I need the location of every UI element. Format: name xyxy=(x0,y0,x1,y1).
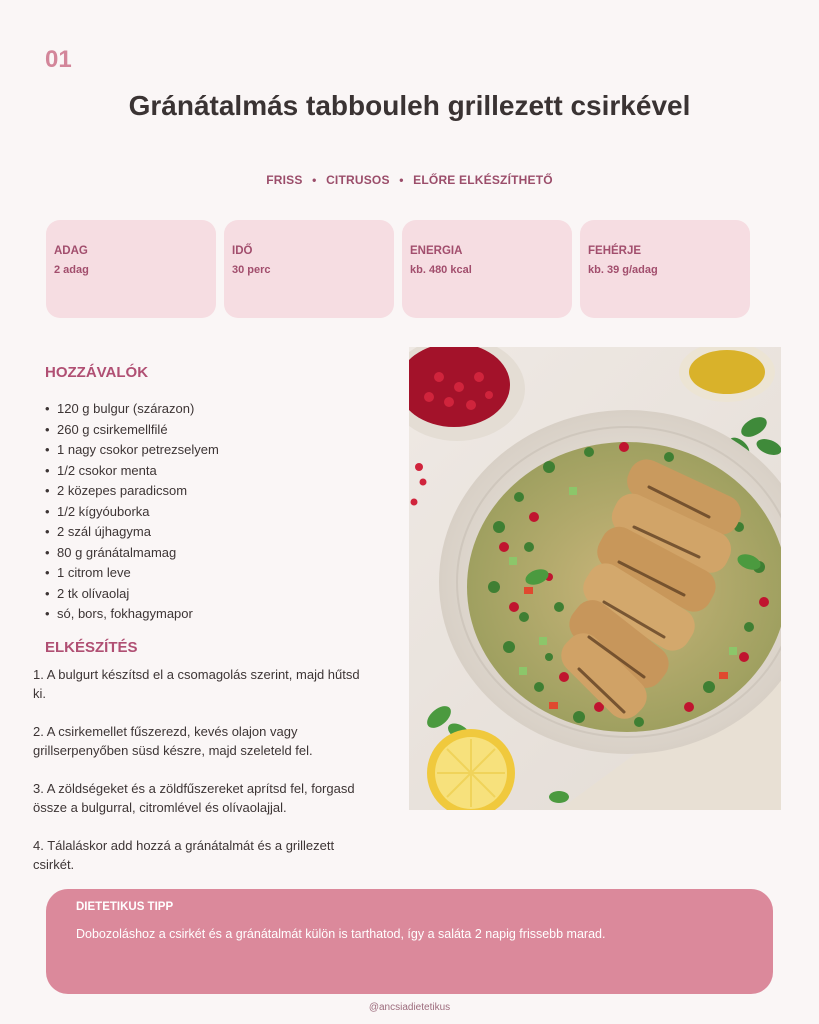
ingredient-text: 260 g csirkemellfilé xyxy=(57,421,168,437)
step-1: 1. A bulgurt készítsd el a csomagolás szerint, majd hűtsd ki. xyxy=(33,667,360,701)
ingredient-text: 1 nagy csokor petrezselyem xyxy=(57,442,219,457)
info-card-energy xyxy=(402,220,572,318)
recipe-number: 01 xyxy=(45,46,72,73)
list-item xyxy=(45,522,219,543)
ingredient-text: 1/2 kígyóuborka xyxy=(57,503,150,519)
info-label: ADAG xyxy=(54,245,88,257)
info-card-time xyxy=(224,220,394,318)
list-item xyxy=(45,420,219,441)
tip-title: DIETETIKUS TIPP xyxy=(76,901,174,913)
bullet: • xyxy=(45,524,50,539)
list-item xyxy=(45,563,219,584)
bullet: • xyxy=(45,462,50,478)
tag-separator: • xyxy=(399,173,404,187)
info-label: IDŐ xyxy=(232,245,253,257)
list-item xyxy=(45,584,219,605)
ingredient-text: 80 g gránátalmamag xyxy=(57,544,177,560)
preparation-title: ELKÉSZÍTÉS xyxy=(45,639,138,656)
bullet: • xyxy=(45,585,50,601)
step-4: 4. Tálaláskor add hozzá a gránátalmát és a grillezett csirkét. xyxy=(33,838,335,872)
info-value: 30 perc xyxy=(232,264,271,276)
ingredient-text: 1 citrom leve xyxy=(57,565,131,580)
dietitian-tip xyxy=(46,889,773,994)
dish-illustration xyxy=(409,347,781,810)
list-item xyxy=(45,604,219,625)
list-item xyxy=(45,440,219,461)
ingredient-text: 120 g bulgur (szárazon) xyxy=(57,401,195,416)
ingredient-text: 2 tk olívaolaj xyxy=(57,585,130,601)
info-card-protein xyxy=(580,220,750,318)
olive-oil xyxy=(689,350,765,394)
list-item xyxy=(45,543,219,564)
tag-fresh: FRISS xyxy=(266,173,303,187)
ingredient-text: 1/2 csokor menta xyxy=(57,462,157,478)
ingredient-text: só, bors, fokhagymapor xyxy=(57,606,193,621)
bullet: • xyxy=(45,442,50,457)
tag-make-ahead: ELŐRE ELKÉSZÍTHETŐ xyxy=(413,173,553,187)
info-label: FEHÉRJE xyxy=(588,245,642,257)
ingredients-list xyxy=(45,399,219,625)
info-card-servings xyxy=(46,220,216,318)
step-3: 3. A zöldségeket és a zöldfűszereket aprítsd fel, forgasd össze a bulgurral, citromlével és olívaolajjal. xyxy=(33,781,355,815)
tip-text: Dobozoláshoz a csirkét és a gránátalmát külön is tarthatod, így a saláta 2 napig frissebb marad. xyxy=(76,927,606,941)
bullet: • xyxy=(45,544,50,560)
bullet: • xyxy=(45,401,50,416)
tag-citrus: CITRUSOS xyxy=(326,173,390,187)
info-value: 2 adag xyxy=(54,264,89,276)
bullet: • xyxy=(45,421,50,437)
preparation-steps xyxy=(33,665,368,893)
ingredients-title: HOZZÁVALÓK xyxy=(45,364,149,381)
recipe-title: Gránátalmás tabbouleh grillezett csirkével xyxy=(128,90,691,121)
step-2: 2. A csirkemellet fűszerezd, kevés olajon vagy grillserpenyőben süsd készre, majd szeleteld fel. xyxy=(33,724,313,758)
bullet: • xyxy=(45,503,50,519)
recipe-tags xyxy=(0,173,819,187)
bullet: • xyxy=(45,606,50,621)
dish-photo xyxy=(409,347,781,810)
bullet: • xyxy=(45,483,50,498)
list-item xyxy=(45,399,219,420)
info-row xyxy=(46,220,750,318)
info-value: kb. 39 g/adag xyxy=(588,264,658,276)
info-label: ENERGIA xyxy=(410,245,463,257)
tag-separator: • xyxy=(312,173,317,187)
list-item xyxy=(45,461,219,482)
footer-handle: @ancsiadietetikus xyxy=(368,1002,451,1013)
info-value: kb. 480 kcal xyxy=(410,264,472,276)
lemon-segments xyxy=(437,739,505,807)
ingredient-text: 2 szál újhagyma xyxy=(57,524,151,539)
list-item xyxy=(45,481,219,502)
bullet: • xyxy=(45,565,50,580)
list-item xyxy=(45,502,219,523)
ingredient-text: 2 közepes paradicsom xyxy=(57,483,188,498)
